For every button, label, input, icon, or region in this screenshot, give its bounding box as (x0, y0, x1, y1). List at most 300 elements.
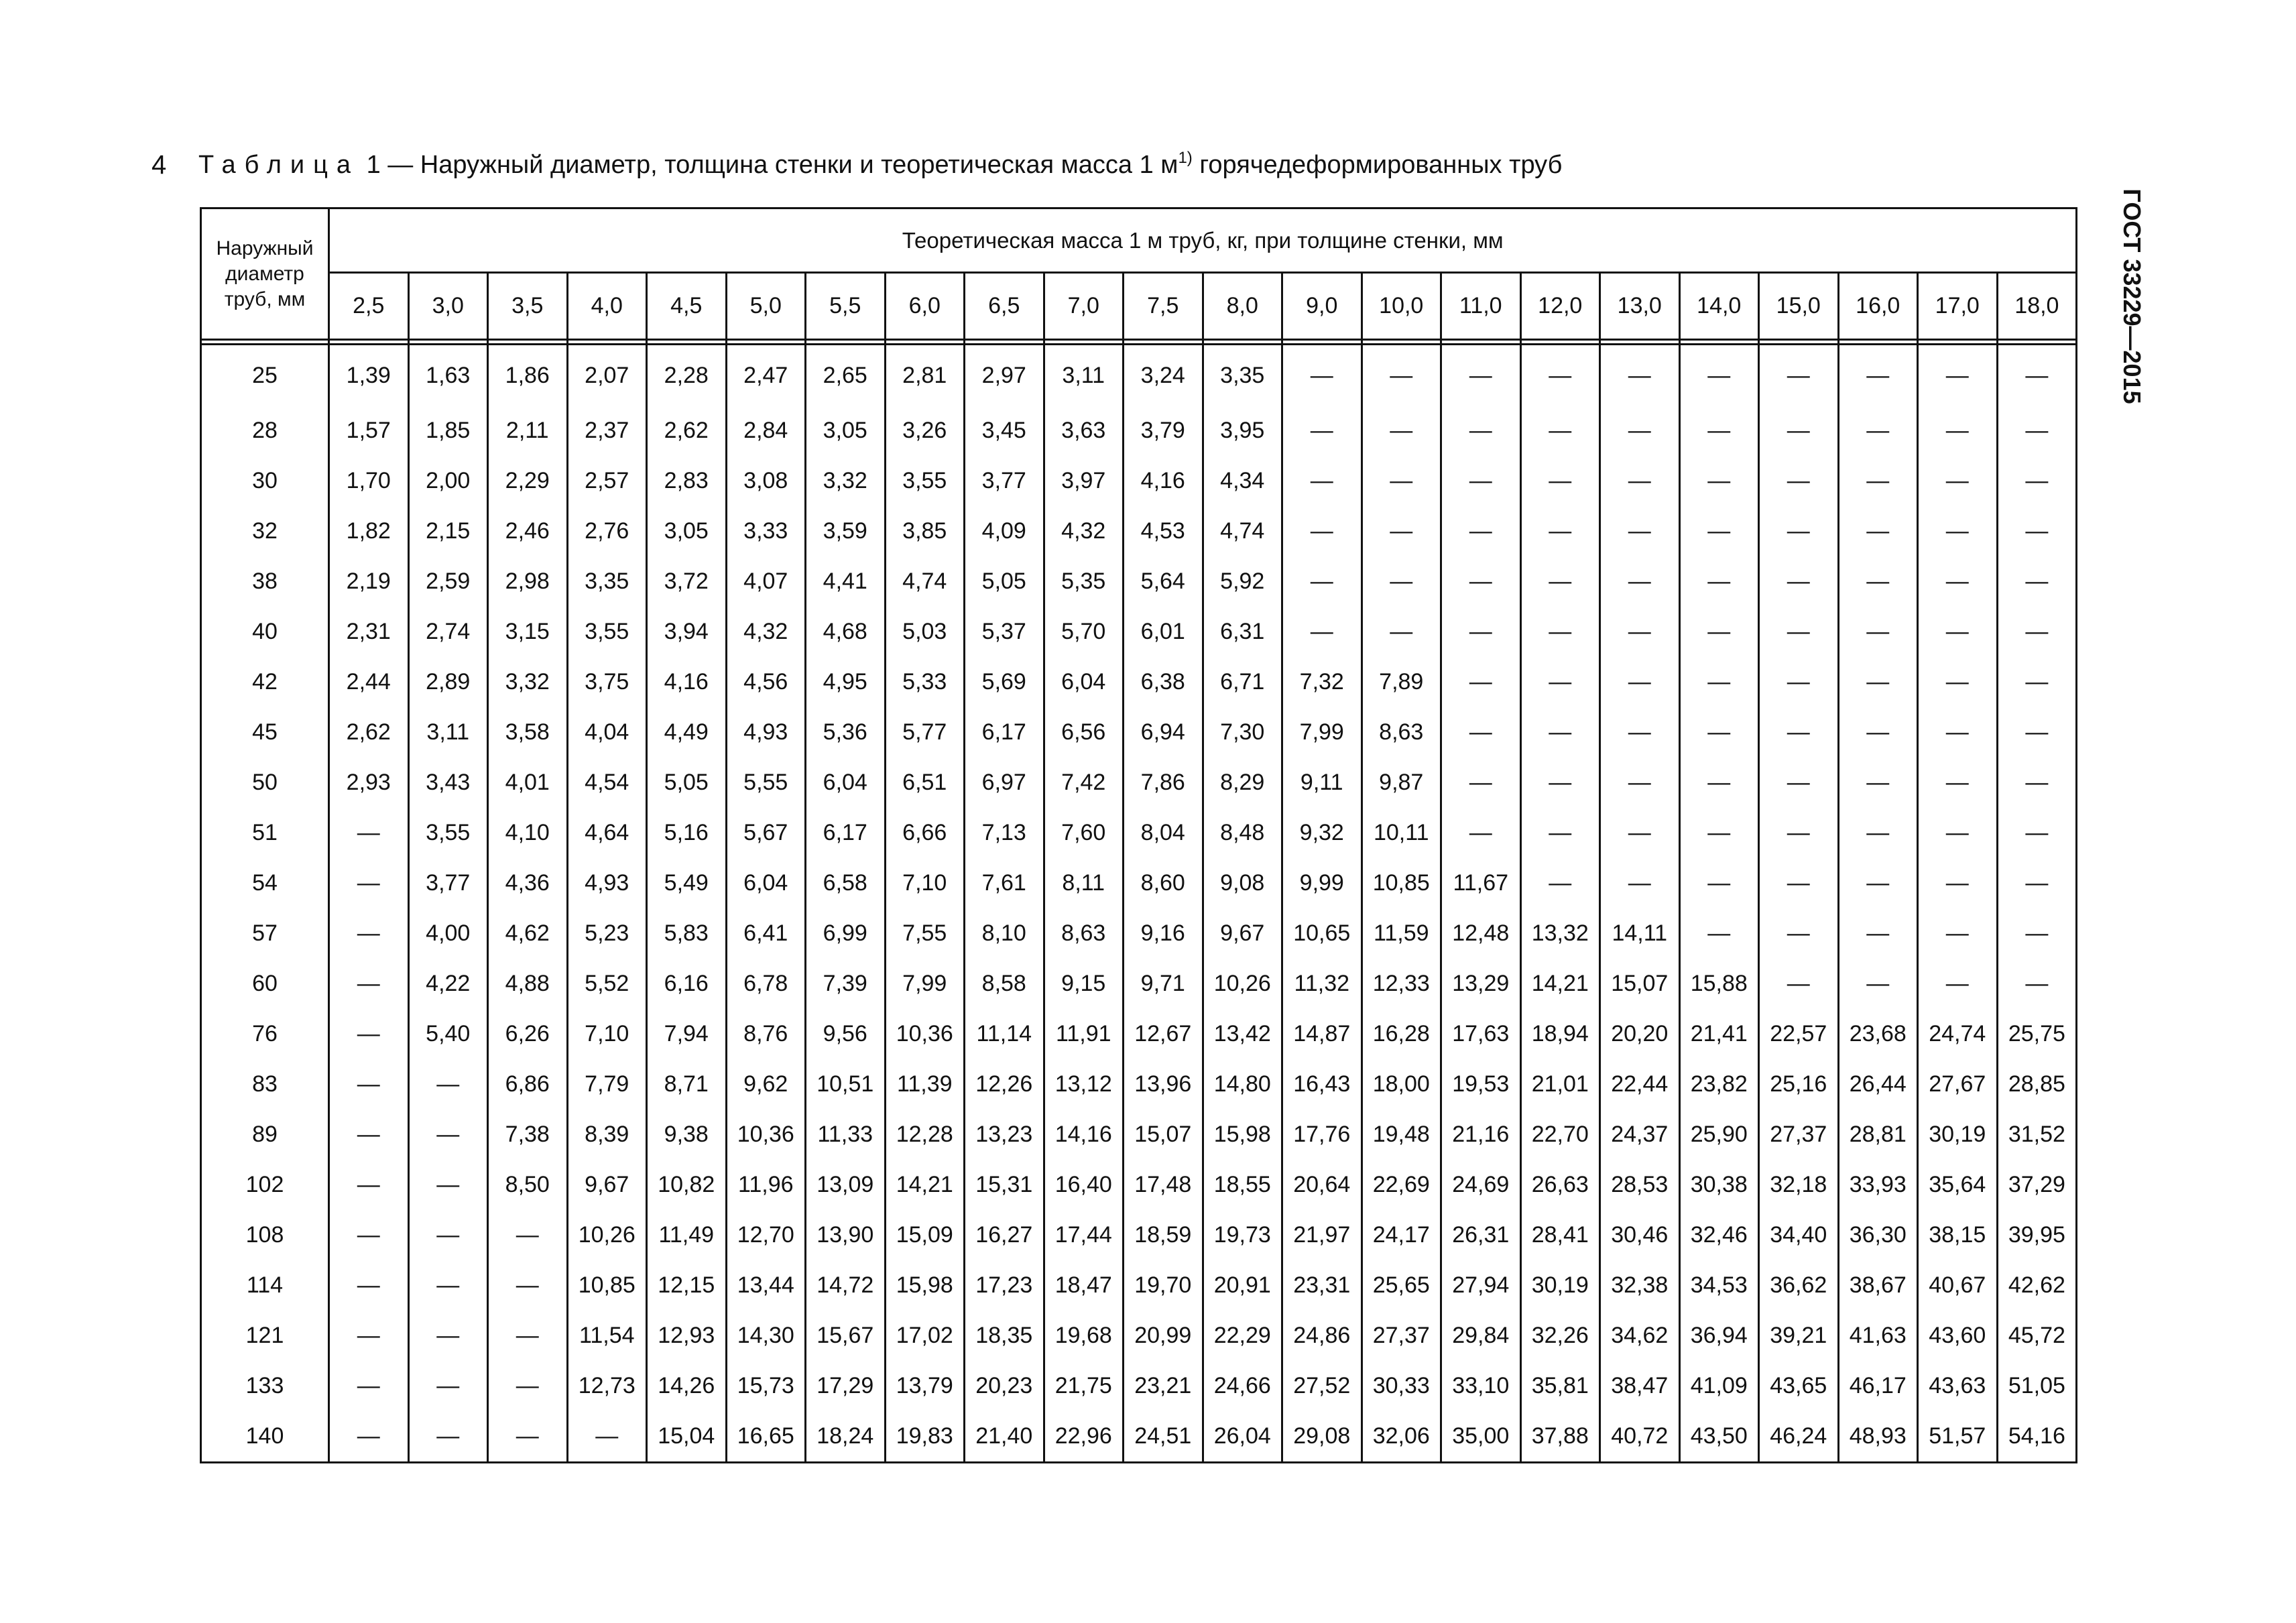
mass-cell: 2,89 (408, 657, 488, 707)
mass-cell: 4,56 (726, 657, 806, 707)
mass-cell: 20,99 (1124, 1311, 1203, 1361)
mass-cell: 9,62 (726, 1059, 806, 1109)
mass-cell: 7,10 (885, 858, 965, 908)
wall-thickness-header: 8,0 (1203, 273, 1282, 340)
mass-cell: 4,49 (647, 707, 727, 758)
mass-cell: 6,17 (806, 808, 886, 858)
mass-cell: 19,53 (1441, 1059, 1521, 1109)
mass-cell: — (1520, 506, 1600, 556)
separator-cell (1441, 340, 1521, 345)
mass-cell: — (1282, 556, 1362, 607)
outer-diameter-cell: 102 (201, 1160, 329, 1210)
mass-cell: — (329, 1160, 409, 1210)
mass-cell: 23,68 (1838, 1009, 1918, 1059)
mass-cell: 30,19 (1918, 1109, 1998, 1160)
mass-cell: 4,95 (806, 657, 886, 707)
mass-cell: 16,28 (1362, 1009, 1441, 1059)
mass-cell: 2,19 (329, 556, 409, 607)
mass-cell: — (1759, 758, 1839, 808)
wall-thickness-header: 7,0 (1044, 273, 1124, 340)
mass-cell: 5,55 (726, 758, 806, 808)
mass-cell: 14,87 (1282, 1009, 1362, 1059)
mass-cell: 12,93 (647, 1311, 727, 1361)
mass-cell: 2,07 (567, 345, 647, 406)
mass-cell: — (1520, 406, 1600, 456)
mass-cell: 11,54 (567, 1311, 647, 1361)
mass-cell: 6,66 (885, 808, 965, 858)
mass-cell: 2,98 (488, 556, 568, 607)
mass-cell: — (1997, 908, 2077, 959)
mass-cell: 25,90 (1679, 1109, 1759, 1160)
mass-cell: 3,59 (806, 506, 886, 556)
header-separator (201, 340, 2077, 345)
outer-diameter-cell: 32 (201, 506, 329, 556)
mass-cell: — (1918, 858, 1998, 908)
mass-cell: — (329, 858, 409, 908)
mass-cell: 43,63 (1918, 1361, 1998, 1411)
mass-cell: 6,56 (1044, 707, 1124, 758)
mass-cell: — (408, 1311, 488, 1361)
mass-cell: — (1441, 345, 1521, 406)
mass-cell: 9,67 (567, 1160, 647, 1210)
mass-cell: 25,75 (1997, 1009, 2077, 1059)
mass-cell: 8,48 (1203, 808, 1282, 858)
mass-cell: — (488, 1260, 568, 1311)
mass-cell: — (1679, 345, 1759, 406)
mass-cell: 51,05 (1997, 1361, 2077, 1411)
mass-cell: 7,99 (1282, 707, 1362, 758)
outer-diameter-cell: 114 (201, 1260, 329, 1311)
mass-cell: 42,62 (1997, 1260, 2077, 1311)
mass-cell: 12,73 (567, 1361, 647, 1411)
mass-cell: — (1838, 607, 1918, 657)
mass-cell: — (1838, 406, 1918, 456)
mass-cell: 13,29 (1441, 959, 1521, 1009)
mass-cell: 5,64 (1124, 556, 1203, 607)
mass-cell: — (1759, 959, 1839, 1009)
mass-cell: 9,38 (647, 1109, 727, 1160)
mass-cell: 3,11 (1044, 345, 1124, 406)
mass-cell: — (329, 1361, 409, 1411)
mass-cell: — (1997, 758, 2077, 808)
separator-cell (1759, 340, 1839, 345)
mass-cell: 7,39 (806, 959, 886, 1009)
mass-cell: 3,15 (488, 607, 568, 657)
mass-cell: — (408, 1260, 488, 1311)
mass-cell: 15,98 (1203, 1109, 1282, 1160)
wall-thickness-header: 16,0 (1838, 273, 1918, 340)
mass-cell: 2,37 (567, 406, 647, 456)
separator-cell (1044, 340, 1124, 345)
mass-cell: 17,23 (965, 1260, 1044, 1311)
wall-thickness-header: 13,0 (1600, 273, 1680, 340)
mass-cell: 4,16 (1124, 456, 1203, 506)
table-row (201, 556, 2077, 607)
mass-cell: — (1759, 506, 1839, 556)
mass-cell: 5,05 (965, 556, 1044, 607)
mass-cell: — (329, 1059, 409, 1109)
mass-cell: 5,35 (1044, 556, 1124, 607)
mass-cell: 12,48 (1441, 908, 1521, 959)
mass-cell: 5,23 (567, 908, 647, 959)
mass-cell: 7,55 (885, 908, 965, 959)
outer-diameter-cell: 76 (201, 1009, 329, 1059)
mass-cell: 3,32 (488, 657, 568, 707)
mass-cell: — (1520, 707, 1600, 758)
table-row (201, 808, 2077, 858)
mass-cell: 6,51 (885, 758, 965, 808)
wall-thickness-header: 4,0 (567, 273, 647, 340)
mass-cell: — (1679, 607, 1759, 657)
mass-cell: 2,29 (488, 456, 568, 506)
mass-cell: 2,31 (329, 607, 409, 657)
mass-cell: 24,51 (1124, 1411, 1203, 1463)
mass-cell: — (1600, 607, 1680, 657)
mass-cell: — (1600, 345, 1680, 406)
mass-cell: 33,10 (1441, 1361, 1521, 1411)
mass-cell: 4,32 (1044, 506, 1124, 556)
mass-cell: 2,74 (408, 607, 488, 657)
mass-cell: — (1997, 345, 2077, 406)
mass-cell: 6,58 (806, 858, 886, 908)
mass-cell: 15,04 (647, 1411, 727, 1463)
mass-cell: 11,14 (965, 1009, 1044, 1059)
mass-cell: 3,55 (408, 808, 488, 858)
mass-cell: 34,40 (1759, 1210, 1839, 1260)
document-standard-header (2118, 156, 2146, 437)
mass-cell: — (1441, 406, 1521, 456)
mass-cell: — (1759, 556, 1839, 607)
mass-cell: — (1759, 406, 1839, 456)
mass-cell: — (1520, 456, 1600, 506)
mass-cell: 2,57 (567, 456, 647, 506)
mass-cell: — (1997, 808, 2077, 858)
mass-cell: 35,81 (1520, 1361, 1600, 1411)
mass-cell: 11,96 (726, 1160, 806, 1210)
wall-thickness-header: 4,5 (647, 273, 727, 340)
mass-cell: 8,60 (1124, 858, 1203, 908)
mass-cell: 23,21 (1124, 1361, 1203, 1411)
mass-cell: 30,19 (1520, 1260, 1600, 1311)
mass-cell: — (329, 1210, 409, 1260)
table-row (201, 1311, 2077, 1361)
table-row (201, 1411, 2077, 1463)
mass-cell: 19,73 (1203, 1210, 1282, 1260)
mass-cell: 18,35 (965, 1311, 1044, 1361)
mass-cell: — (1838, 707, 1918, 758)
mass-cell: 4,53 (1124, 506, 1203, 556)
mass-cell: 7,10 (567, 1009, 647, 1059)
mass-cell: 16,27 (965, 1210, 1044, 1260)
wall-thickness-header: 10,0 (1362, 273, 1441, 340)
mass-cell: 4,74 (885, 556, 965, 607)
mass-cell: 17,29 (806, 1361, 886, 1411)
mass-cell: 15,07 (1600, 959, 1680, 1009)
mass-cell: 2,84 (726, 406, 806, 456)
mass-cell: 6,97 (965, 758, 1044, 808)
separator-cell (1838, 340, 1918, 345)
mass-cell: 4,32 (726, 607, 806, 657)
mass-cell: 8,50 (488, 1160, 568, 1210)
mass-cell: 11,39 (885, 1059, 965, 1109)
table-caption-text: 1 — Наружный диаметр, толщина стенки и теоретическая масса 1 м (366, 151, 1179, 179)
mass-cell: 9,87 (1362, 758, 1441, 808)
mass-cell: 13,09 (806, 1160, 886, 1210)
mass-cell: 8,63 (1044, 908, 1124, 959)
mass-cell: 34,53 (1679, 1260, 1759, 1311)
outer-diameter-cell: 25 (201, 345, 329, 406)
mass-cell: 6,94 (1124, 707, 1203, 758)
mass-cell: — (1282, 607, 1362, 657)
mass-cell: — (1918, 506, 1998, 556)
table-row (201, 345, 2077, 406)
mass-cell: 4,36 (488, 858, 568, 908)
mass-cell: 9,56 (806, 1009, 886, 1059)
table-row (201, 506, 2077, 556)
mass-cell: 21,16 (1441, 1109, 1521, 1160)
mass-cell: 6,17 (965, 707, 1044, 758)
mass-cell: 8,29 (1203, 758, 1282, 808)
mass-cell: 11,91 (1044, 1009, 1124, 1059)
mass-cell: 5,40 (408, 1009, 488, 1059)
mass-cell: — (1759, 657, 1839, 707)
mass-cell: — (567, 1411, 647, 1463)
mass-cell: 2,11 (488, 406, 568, 456)
outer-diameter-cell: 50 (201, 758, 329, 808)
mass-cell: — (1362, 556, 1441, 607)
outer-diameter-cell: 42 (201, 657, 329, 707)
mass-cell: — (329, 908, 409, 959)
mass-cell: — (1997, 959, 2077, 1009)
mass-cell: 15,73 (726, 1361, 806, 1411)
mass-cell: 38,15 (1918, 1210, 1998, 1260)
mass-cell: 4,01 (488, 758, 568, 808)
footnote-marker: 1) (1178, 149, 1193, 167)
mass-cell: — (329, 1109, 409, 1160)
mass-cell: 27,52 (1282, 1361, 1362, 1411)
separator-cell (806, 340, 886, 345)
mass-cell: 7,42 (1044, 758, 1124, 808)
mass-cell: 14,21 (885, 1160, 965, 1210)
mass-cell: 31,52 (1997, 1109, 2077, 1160)
mass-cell: 7,32 (1282, 657, 1362, 707)
mass-cell: 5,77 (885, 707, 965, 758)
mass-cell: 10,85 (567, 1260, 647, 1311)
mass-cell: — (1759, 345, 1839, 406)
wall-thickness-header: 7,5 (1124, 273, 1203, 340)
table-row (201, 707, 2077, 758)
mass-cell: 27,94 (1441, 1260, 1521, 1311)
mass-cell: 24,66 (1203, 1361, 1282, 1411)
wall-thickness-header: 6,5 (965, 273, 1044, 340)
mass-cell: 2,46 (488, 506, 568, 556)
mass-cell: — (1679, 808, 1759, 858)
mass-cell: — (1600, 456, 1680, 506)
mass-cell: 46,17 (1838, 1361, 1918, 1411)
mass-cell: — (1441, 758, 1521, 808)
mass-cell: — (408, 1109, 488, 1160)
mass-cell: 18,55 (1203, 1160, 1282, 1210)
separator-cell (1362, 340, 1441, 345)
mass-cell: 38,67 (1838, 1260, 1918, 1311)
mass-cell: 4,64 (567, 808, 647, 858)
mass-cell: 24,17 (1362, 1210, 1441, 1260)
mass-cell: 9,99 (1282, 858, 1362, 908)
mass-cell: 14,72 (806, 1260, 886, 1311)
mass-cell: 14,80 (1203, 1059, 1282, 1109)
document-standard-code: ГОСТ 33229—2015 (2118, 188, 2146, 404)
wall-thickness-header: 2,5 (329, 273, 409, 340)
mass-cell: 2,00 (408, 456, 488, 506)
mass-cell: — (1759, 908, 1839, 959)
mass-cell: — (1362, 345, 1441, 406)
mass-cell: — (1759, 607, 1839, 657)
mass-cell: 11,49 (647, 1210, 727, 1260)
mass-cell: — (1838, 556, 1918, 607)
mass-cell: 2,81 (885, 345, 965, 406)
mass-cell: — (1679, 858, 1759, 908)
mass-cell: — (1997, 406, 2077, 456)
mass-cell: 6,99 (806, 908, 886, 959)
mass-cell: 26,63 (1520, 1160, 1600, 1210)
mass-cell: — (1838, 345, 1918, 406)
mass-cell: 2,62 (647, 406, 727, 456)
mass-cell: 2,62 (329, 707, 409, 758)
mass-cell: — (1520, 556, 1600, 607)
mass-cell: 21,01 (1520, 1059, 1600, 1109)
wall-thickness-header-row (201, 273, 2077, 340)
mass-cell: — (1600, 556, 1680, 607)
mass-cell: — (1441, 456, 1521, 506)
mass-cell: 48,93 (1838, 1411, 1918, 1463)
separator-cell (647, 340, 727, 345)
mass-cell: 15,67 (806, 1311, 886, 1361)
mass-cell: 22,44 (1600, 1059, 1680, 1109)
mass-cell: 3,35 (1203, 345, 1282, 406)
mass-cell: 3,33 (726, 506, 806, 556)
mass-cell: 19,48 (1362, 1109, 1441, 1160)
mass-cell: 15,98 (885, 1260, 965, 1311)
table-row (201, 1059, 2077, 1109)
mass-cell: — (1918, 456, 1998, 506)
mass-cell: — (1679, 707, 1759, 758)
mass-cell: 12,67 (1124, 1009, 1203, 1059)
mass-cell: 3,97 (1044, 456, 1124, 506)
mass-cell: 23,31 (1282, 1260, 1362, 1311)
table-row (201, 657, 2077, 707)
mass-cell: 7,38 (488, 1109, 568, 1160)
mass-cell: 22,70 (1520, 1109, 1600, 1160)
mass-cell: 11,33 (806, 1109, 886, 1160)
mass-cell: — (1362, 607, 1441, 657)
mass-cell: 5,36 (806, 707, 886, 758)
wall-thickness-header: 18,0 (1997, 273, 2077, 340)
mass-cell: 36,62 (1759, 1260, 1839, 1311)
mass-cell: — (1520, 607, 1600, 657)
mass-cell: 8,76 (726, 1009, 806, 1059)
mass-cell: — (488, 1311, 568, 1361)
mass-cell: 4,22 (408, 959, 488, 1009)
outer-diameter-header: Наружный диаметр труб, мм (201, 208, 329, 340)
mass-cell: 14,11 (1600, 908, 1680, 959)
mass-cell: 10,85 (1362, 858, 1441, 908)
mass-cell: 18,24 (806, 1411, 886, 1463)
mass-cell: 29,84 (1441, 1311, 1521, 1361)
outer-diameter-cell: 51 (201, 808, 329, 858)
mass-cell: 5,83 (647, 908, 727, 959)
mass-cell: 1,70 (329, 456, 409, 506)
mass-cell: 6,71 (1203, 657, 1282, 707)
mass-cell: 3,77 (965, 456, 1044, 506)
mass-cell: — (488, 1411, 568, 1463)
mass-cell: 8,58 (965, 959, 1044, 1009)
mass-cell: 30,38 (1679, 1160, 1759, 1210)
mass-cell: 32,26 (1520, 1311, 1600, 1361)
mass-cell: — (1441, 707, 1521, 758)
mass-cell: 3,05 (806, 406, 886, 456)
mass-cell: 21,41 (1679, 1009, 1759, 1059)
mass-cell: 10,36 (726, 1109, 806, 1160)
mass-cell: 5,16 (647, 808, 727, 858)
mass-cell: — (408, 1160, 488, 1210)
mass-cell: 26,31 (1441, 1210, 1521, 1260)
mass-cell: — (1441, 556, 1521, 607)
mass-cell: 9,16 (1124, 908, 1203, 959)
mass-cell: 18,00 (1362, 1059, 1441, 1109)
mass-cell: 4,74 (1203, 506, 1282, 556)
outer-diameter-cell: 89 (201, 1109, 329, 1160)
mass-cell: 32,38 (1600, 1260, 1680, 1311)
mass-cell: 4,41 (806, 556, 886, 607)
separator-cell (965, 340, 1044, 345)
mass-cell: 18,94 (1520, 1009, 1600, 1059)
table-row (201, 456, 2077, 506)
mass-cell: — (1997, 657, 2077, 707)
mass-cell: — (408, 1361, 488, 1411)
mass-cell: 4,34 (1203, 456, 1282, 506)
mass-cell: — (1838, 758, 1918, 808)
mass-cell: 13,96 (1124, 1059, 1203, 1109)
mass-cell: 15,09 (885, 1210, 965, 1260)
mass-cell: 1,85 (408, 406, 488, 456)
table-row (201, 1210, 2077, 1260)
mass-cell: 19,83 (885, 1411, 965, 1463)
outer-diameter-cell: 121 (201, 1311, 329, 1361)
mass-cell: 3,58 (488, 707, 568, 758)
mass-cell: 3,63 (1044, 406, 1124, 456)
mass-cell: 32,46 (1679, 1210, 1759, 1260)
mass-cell: 2,97 (965, 345, 1044, 406)
mass-cell: 39,21 (1759, 1311, 1839, 1361)
mass-cell: 7,79 (567, 1059, 647, 1109)
mass-cell: — (1441, 657, 1521, 707)
mass-cell: 13,42 (1203, 1009, 1282, 1059)
mass-cell: 2,76 (567, 506, 647, 556)
mass-cell: 3,79 (1124, 406, 1203, 456)
mass-cell: 11,59 (1362, 908, 1441, 959)
wall-thickness-header: 5,5 (806, 273, 886, 340)
mass-cell: 7,86 (1124, 758, 1203, 808)
mass-cell: — (1520, 808, 1600, 858)
mass-cell: 16,40 (1044, 1160, 1124, 1210)
mass-cell: 46,24 (1759, 1411, 1839, 1463)
mass-cell: — (1759, 858, 1839, 908)
outer-diameter-cell: 38 (201, 556, 329, 607)
mass-cell: 6,31 (1203, 607, 1282, 657)
mass-cell: 17,76 (1282, 1109, 1362, 1160)
mass-cell: 18,59 (1124, 1210, 1203, 1260)
mass-cell: 5,49 (647, 858, 727, 908)
